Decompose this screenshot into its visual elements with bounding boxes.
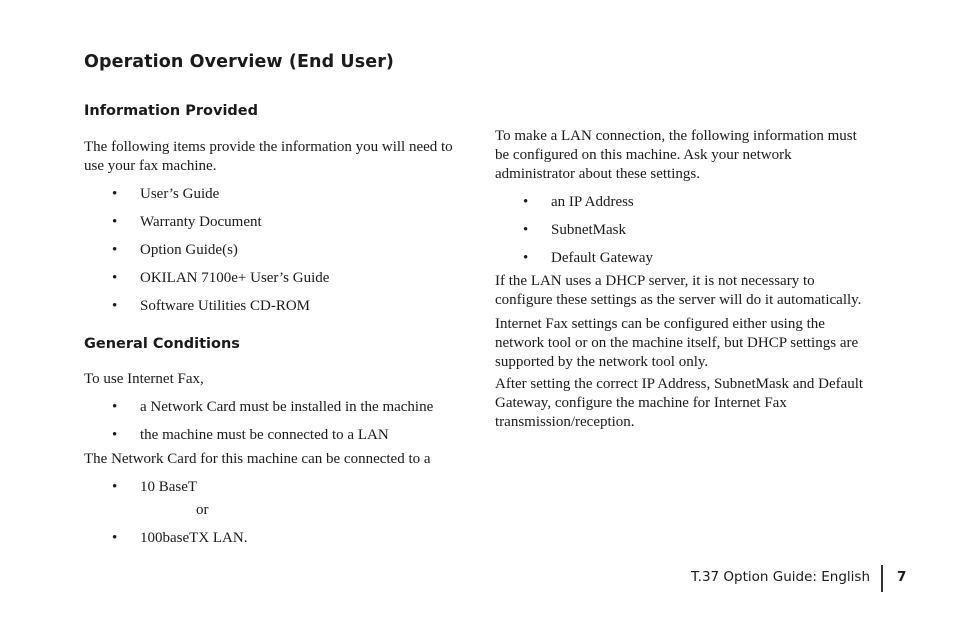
bullet-icon: • xyxy=(112,530,118,546)
bullet-icon: • xyxy=(523,250,529,266)
dhcp-line: If the LAN uses a DHCP server, it is not necessary to xyxy=(495,273,815,289)
dhcp-line: configure these settings as the server will do it automatically. xyxy=(495,292,862,308)
list-item-text: Option Guide(s) xyxy=(140,242,238,258)
footer-guide-label: T.37 Option Guide: English xyxy=(691,569,870,585)
page-number: 7 xyxy=(897,569,907,585)
bullet-icon: • xyxy=(112,214,118,230)
lan-intro-line: be configured on this machine. Ask your network xyxy=(495,147,792,163)
list-item-text: SubnetMask xyxy=(551,222,626,238)
list-item-text: OKILAN 7100e+ User’s Guide xyxy=(140,270,330,286)
bullet-icon: • xyxy=(523,194,529,210)
list-item-text: 10 BaseT xyxy=(140,479,198,495)
after-paragraph xyxy=(495,375,863,432)
bullet-icon: • xyxy=(112,479,118,495)
list-item-text: Default Gateway xyxy=(551,250,654,266)
lan-intro-paragraph xyxy=(495,127,857,184)
gen-intro-text: To use Internet Fax, xyxy=(84,371,204,387)
bullet-icon: • xyxy=(112,242,118,258)
bullet-icon: • xyxy=(112,270,118,286)
after-line: Gateway, configure the machine for Internet Fax xyxy=(495,395,787,411)
bullet-icon: • xyxy=(112,186,118,202)
info-intro-paragraph xyxy=(84,138,453,176)
dhcp-paragraph xyxy=(495,272,861,310)
footer-divider xyxy=(881,565,883,592)
ifax-line: supported by the network tool only. xyxy=(495,354,709,370)
information-provided-heading: Information Provided xyxy=(84,103,259,119)
list-item-text: Software Utilities CD-ROM xyxy=(140,298,310,314)
list-item-text: an IP Address xyxy=(551,194,634,210)
list-item-text: a Network Card must be installed in the machine xyxy=(140,399,434,415)
after-line: transmission/reception. xyxy=(495,414,635,430)
bullet-icon: • xyxy=(112,427,118,443)
lan-intro-line: To make a LAN connection, the following information must xyxy=(495,128,857,144)
ifax-paragraph xyxy=(495,315,858,372)
list-item-text: the machine must be connected to a LAN xyxy=(140,427,389,443)
info-intro-line: The following items provide the information you will need to xyxy=(84,139,453,155)
bullet-icon: • xyxy=(112,399,118,415)
lan-intro-line: administrator about these settings. xyxy=(495,166,700,182)
info-intro-line: use your fax machine. xyxy=(84,158,217,174)
list-item-text: User’s Guide xyxy=(140,186,220,202)
page-title: Operation Overview (End User) xyxy=(84,52,395,72)
list-item-text: 100baseTX LAN. xyxy=(140,530,248,546)
ifax-line: Internet Fax settings can be configured either using the xyxy=(495,316,825,332)
bullet-icon: • xyxy=(523,222,529,238)
list-item-text: Warranty Document xyxy=(140,214,262,230)
bullet-icon: • xyxy=(112,298,118,314)
card-text: The Network Card for this machine can be connected to a xyxy=(84,451,431,467)
general-conditions-heading: General Conditions xyxy=(84,336,240,352)
after-line: After setting the correct IP Address, SubnetMask and Default xyxy=(495,376,864,392)
or-text: or xyxy=(196,502,209,518)
ifax-line: network tool or on the machine itself, but DHCP settings are xyxy=(495,335,859,351)
